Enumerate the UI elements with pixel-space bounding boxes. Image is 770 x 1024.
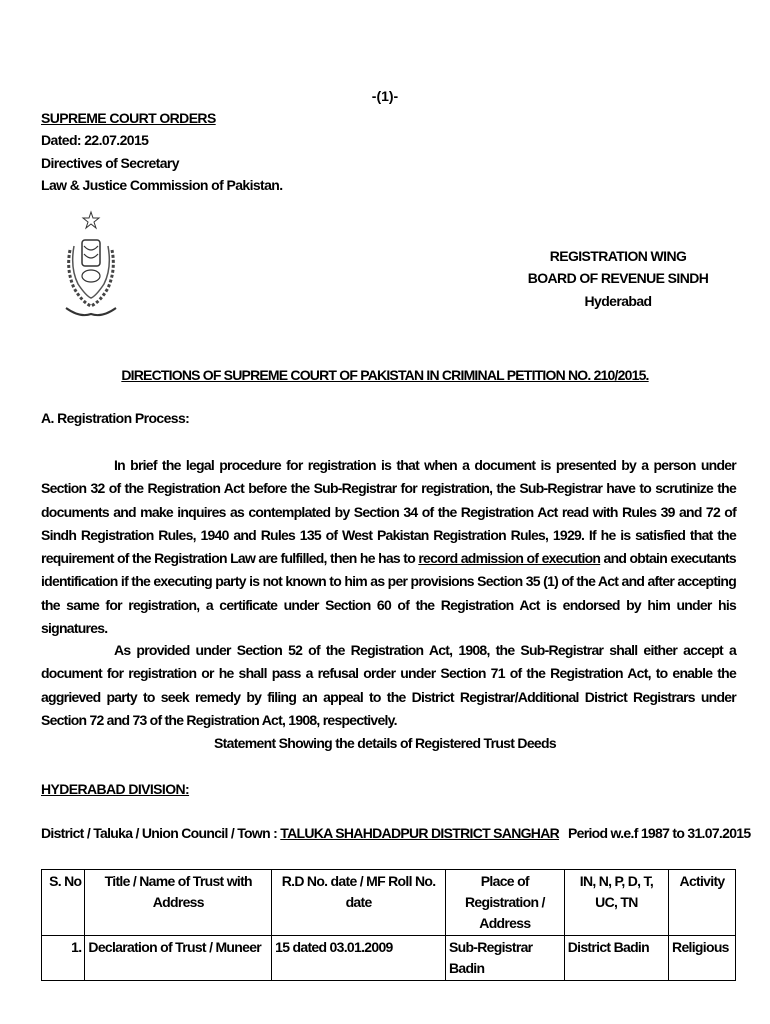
cell-activity: Religious: [669, 936, 736, 981]
col-header-place: Place of Registration / Address: [445, 870, 564, 936]
period-range: Period w.e.f 1987 to 31.07.2015: [568, 825, 751, 841]
statement-heading: Statement Showing the details of Registered Trust Deeds: [214, 735, 556, 751]
cell-rd-no: 15 dated 03.01.2009: [272, 936, 446, 981]
header-orders-title: SUPREME COURT ORDERS: [41, 110, 216, 126]
para1-underlined-text: record admission of execution: [418, 550, 601, 567]
col-header-activity: Activity: [669, 870, 736, 936]
government-of-sindh-seal-icon: [60, 210, 122, 322]
district-value: TALUKA SHAHDADPUR DISTRICT SANGHAR: [280, 825, 560, 841]
paragraph-refusal-appeal: [41, 639, 736, 732]
para2-text: As provided under Section 52 of the Registration Act, 1908, the Sub-Registrar shall either accept a document for registration or he shall pass a refusal order under Section 71 of the Registration Act, to enable the aggrieved party to seek remedy by filing an appeal to the District Registrar/Additional District Registrars under Section 72 and 73 of the Registration Act, 1908, respectively.: [41, 642, 736, 728]
header-commission: Law & Justice Commission of Pakistan.: [41, 177, 283, 193]
document-title: DIRECTIONS OF SUPREME COURT OF PAKISTAN IN CRIMINAL PETITION NO. 210/2015.: [121, 367, 649, 383]
para1-text-before: In brief the legal procedure for registration is that when a document is presented by a person under Section 32 of the Registration Act before the Sub-Registrar for registration, the Sub-Registrar have to scrutinize the documents and make inquires as contemplated by Section 34 of the Registration Act read with Rules 39 and 72 of Sindh Registration Rules, 1940 and Rules 135 of West Pakistan Registration Rules, 1929. If he is satisfied that the requirement of the Registration Law are fulfilled, then he has to: [41, 457, 736, 567]
page-number: -(1)-: [371, 88, 399, 104]
office-board: BOARD OF REVENUE SINDH: [527, 270, 709, 286]
col-header-codes: IN, N, P, D, T, UC, TN: [564, 870, 668, 936]
cell-title: Declaration of Trust / Muneer: [85, 936, 272, 981]
header-directives: Directives of Secretary: [41, 155, 179, 171]
col-header-rd-no: R.D No. date / MF Roll No. date: [272, 870, 446, 936]
section-a-heading: A. Registration Process:: [41, 410, 190, 426]
trust-deeds-table: [41, 869, 736, 981]
cell-codes: District Badin: [564, 936, 668, 981]
table-row: [42, 936, 736, 981]
table-header-row: [42, 870, 736, 936]
cell-sno: 1.: [42, 936, 85, 981]
cell-place: Sub-Registrar Badin: [445, 936, 564, 981]
header-date: Dated: 22.07.2015: [41, 132, 149, 148]
office-wing: REGISTRATION WING: [549, 248, 687, 264]
office-city: Hyderabad: [584, 293, 652, 309]
district-label: District / Taluka / Union Council / Town :: [41, 825, 281, 841]
division-heading: HYDERABAD DIVISION:: [41, 781, 190, 797]
col-header-title: Title / Name of Trust with Address: [85, 870, 272, 936]
paragraph-registration-procedure: [41, 454, 736, 640]
district-line: [41, 825, 559, 841]
para1-text-after: and obtain executants identification if the executing party is not known to him as per provisions Section 35 (1) of the Act and after accepting the same for registration, a certificate under Section 60 of the Registration Act is endorsed by him under his signatures.: [41, 550, 736, 637]
col-header-sno: S. No: [42, 870, 85, 936]
